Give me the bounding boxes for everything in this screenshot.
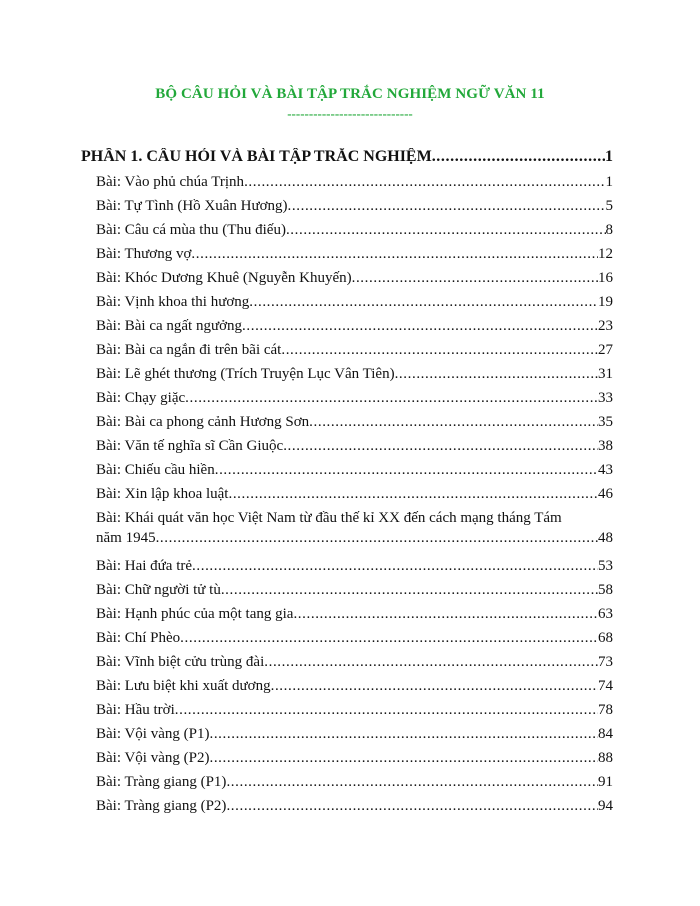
toc-page-number: 53 <box>598 558 613 574</box>
toc-entry[interactable] <box>96 342 613 359</box>
toc-entry[interactable] <box>96 198 613 215</box>
toc-entry-label: Bài: Khóc Dương Khuê (Nguyễn Khuyến) <box>96 270 352 286</box>
toc-section-heading[interactable] <box>81 148 613 166</box>
toc-dot-leader <box>242 318 598 335</box>
toc-page-number: 68 <box>598 630 613 646</box>
toc-section-label: PHẦN 1. CÂU HỎI VÀ BÀI TẬP TRẮC NGHIỆM <box>81 148 432 165</box>
toc-dot-leader <box>209 726 598 743</box>
toc-entry-label: Bài: Chữ người tử tù <box>96 582 221 598</box>
toc-page-number: 33 <box>598 390 613 406</box>
toc-entry-label: Bài: Hạnh phúc của một tang gia <box>96 606 294 622</box>
toc-entry-label: Bài: Vội vàng (P2) <box>96 750 210 766</box>
toc-entry[interactable] <box>96 318 613 335</box>
toc-entry-label: Bài: Vịnh khoa thi hương <box>96 294 250 310</box>
toc-dot-leader <box>221 582 598 599</box>
toc-entry[interactable] <box>96 390 613 407</box>
toc-entry-label: Bài: Vội vàng (P1) <box>96 726 210 742</box>
toc-page-number: 73 <box>598 654 613 670</box>
toc-entry-label: Bài: Tự Tình (Hồ Xuân Hương) <box>96 198 288 214</box>
toc-dot-leader <box>309 414 598 431</box>
toc-page-number: 27 <box>598 342 613 358</box>
toc-entry-label: Bài: Khái quát văn học Việt Nam từ đầu thế kỉ XX đến cách mạng tháng Tám <box>96 510 562 526</box>
toc-page-number: 8 <box>605 222 613 238</box>
toc-dot-leader <box>244 174 605 191</box>
toc-page-number: 43 <box>598 462 613 478</box>
toc-page-number: 94 <box>598 798 613 814</box>
toc-page-number: 16 <box>598 270 613 286</box>
toc-entry-label: Bài: Tràng giang (P1) <box>96 774 227 790</box>
toc-dot-leader <box>352 270 598 287</box>
toc-dot-leader <box>156 530 598 547</box>
toc-entry[interactable] <box>96 294 613 311</box>
toc-dot-leader <box>281 342 598 359</box>
toc-page-number: 58 <box>598 582 613 598</box>
toc-entry-label: Bài: Tràng giang (P2) <box>96 798 227 814</box>
title-underline-rule: ----------------------------- <box>287 106 413 121</box>
toc-page-number: 88 <box>598 750 613 766</box>
toc-page-number: 38 <box>598 438 613 454</box>
toc-entry[interactable] <box>96 654 613 671</box>
toc-dot-leader <box>286 222 606 239</box>
toc-entry-label: Bài: Vĩnh biệt cửu trùng đài <box>96 654 265 670</box>
toc-entry[interactable] <box>96 606 613 623</box>
toc-dot-leader <box>215 462 598 479</box>
toc-entry-label: Bài: Bài ca ngắn đi trên bãi cát <box>96 342 282 358</box>
toc-dot-leader <box>432 148 605 166</box>
toc-page-number: 23 <box>598 318 613 334</box>
toc-dot-leader <box>395 366 598 383</box>
toc-entry[interactable] <box>96 678 613 695</box>
toc-page-number: 12 <box>598 246 613 262</box>
toc-page-number: 84 <box>598 726 613 742</box>
toc-entry[interactable] <box>96 726 613 743</box>
toc-dot-leader <box>175 702 598 719</box>
toc-entry[interactable] <box>96 174 613 191</box>
toc-page-number: 5 <box>605 198 613 214</box>
toc-page-number: 35 <box>598 414 613 430</box>
toc-dot-leader <box>288 198 606 215</box>
toc-page-number: 46 <box>598 486 613 502</box>
toc-entry-wrapped[interactable] <box>96 510 613 547</box>
toc-page-number: 78 <box>598 702 613 718</box>
toc-entry-label: Bài: Lẽ ghét thương (Trích Truyện Lục Vân Tiên) <box>96 366 395 382</box>
toc-entry-label: Bài: Vào phủ chúa Trịnh <box>96 174 245 190</box>
toc-dot-leader <box>293 606 598 623</box>
toc-entry-label: Bài: Câu cá mùa thu (Thu điếu) <box>96 222 286 238</box>
toc-entry[interactable] <box>96 774 613 791</box>
toc-dot-leader <box>228 486 598 503</box>
toc-entry-label: Bài: Xin lập khoa luật <box>96 486 229 502</box>
toc-page-number: 91 <box>598 774 613 790</box>
toc-dot-leader <box>226 774 598 791</box>
toc-entry[interactable] <box>96 750 613 767</box>
toc-dot-leader <box>283 438 598 455</box>
toc-page-number: 74 <box>598 678 613 694</box>
toc-entry-label: Bài: Chạy giặc <box>96 390 186 406</box>
toc-entry[interactable] <box>96 798 613 815</box>
toc-page-number: 1 <box>605 148 613 165</box>
toc-entry-label: Bài: Chiếu cầu hiền <box>96 462 215 478</box>
toc-entry[interactable] <box>96 486 613 503</box>
toc-entry[interactable] <box>96 558 613 575</box>
toc-dot-leader <box>226 798 598 815</box>
toc-entry[interactable] <box>96 222 613 239</box>
toc-entry-label: Bài: Văn tế nghĩa sĩ Cần Giuộc <box>96 438 284 454</box>
toc-dot-leader <box>191 246 598 263</box>
toc-entry[interactable] <box>96 582 613 599</box>
toc-entry-label-continuation: năm 1945 <box>96 530 156 546</box>
toc-page-number: 63 <box>598 606 613 622</box>
toc-entry[interactable] <box>96 630 613 647</box>
toc-dot-leader <box>271 678 598 695</box>
toc-entry[interactable] <box>96 414 613 431</box>
toc-page-number: 19 <box>598 294 613 310</box>
toc-entry-label: Bài: Lưu biệt khi xuất dương <box>96 678 271 694</box>
toc-entry[interactable] <box>96 366 613 383</box>
toc-entry-label: Bài: Bài ca ngất ngưởng <box>96 318 243 334</box>
toc-entry-label: Bài: Hầu trời <box>96 702 175 718</box>
toc-entry-label: Bài: Bài ca phong cảnh Hương Sơn <box>96 414 310 430</box>
toc-entry-continuation <box>96 530 613 547</box>
toc-dot-leader <box>192 558 598 575</box>
toc-page-number: 31 <box>598 366 613 382</box>
toc-entry[interactable] <box>96 702 613 719</box>
toc-dot-leader <box>185 390 598 407</box>
toc-entry-label: Bài: Chí Phèo <box>96 630 181 646</box>
toc-entry[interactable] <box>96 246 613 263</box>
document-title: BỘ CÂU HỎI VÀ BÀI TẬP TRẮC NGHIỆM NGỮ VĂN 11 <box>155 86 545 102</box>
toc-dot-leader <box>264 654 598 671</box>
toc-entry[interactable] <box>96 270 613 287</box>
toc-page-number: 48 <box>598 530 613 546</box>
toc-dot-leader <box>209 750 598 767</box>
toc-entry-label: Bài: Hai đứa trẻ <box>96 558 193 574</box>
toc-entry-label: Bài: Thương vợ <box>96 246 192 262</box>
toc-entry[interactable] <box>96 462 613 479</box>
toc-entry[interactable] <box>96 438 613 455</box>
toc-dot-leader <box>180 630 598 647</box>
toc-dot-leader <box>249 294 598 311</box>
toc-page-number: 1 <box>605 174 613 190</box>
